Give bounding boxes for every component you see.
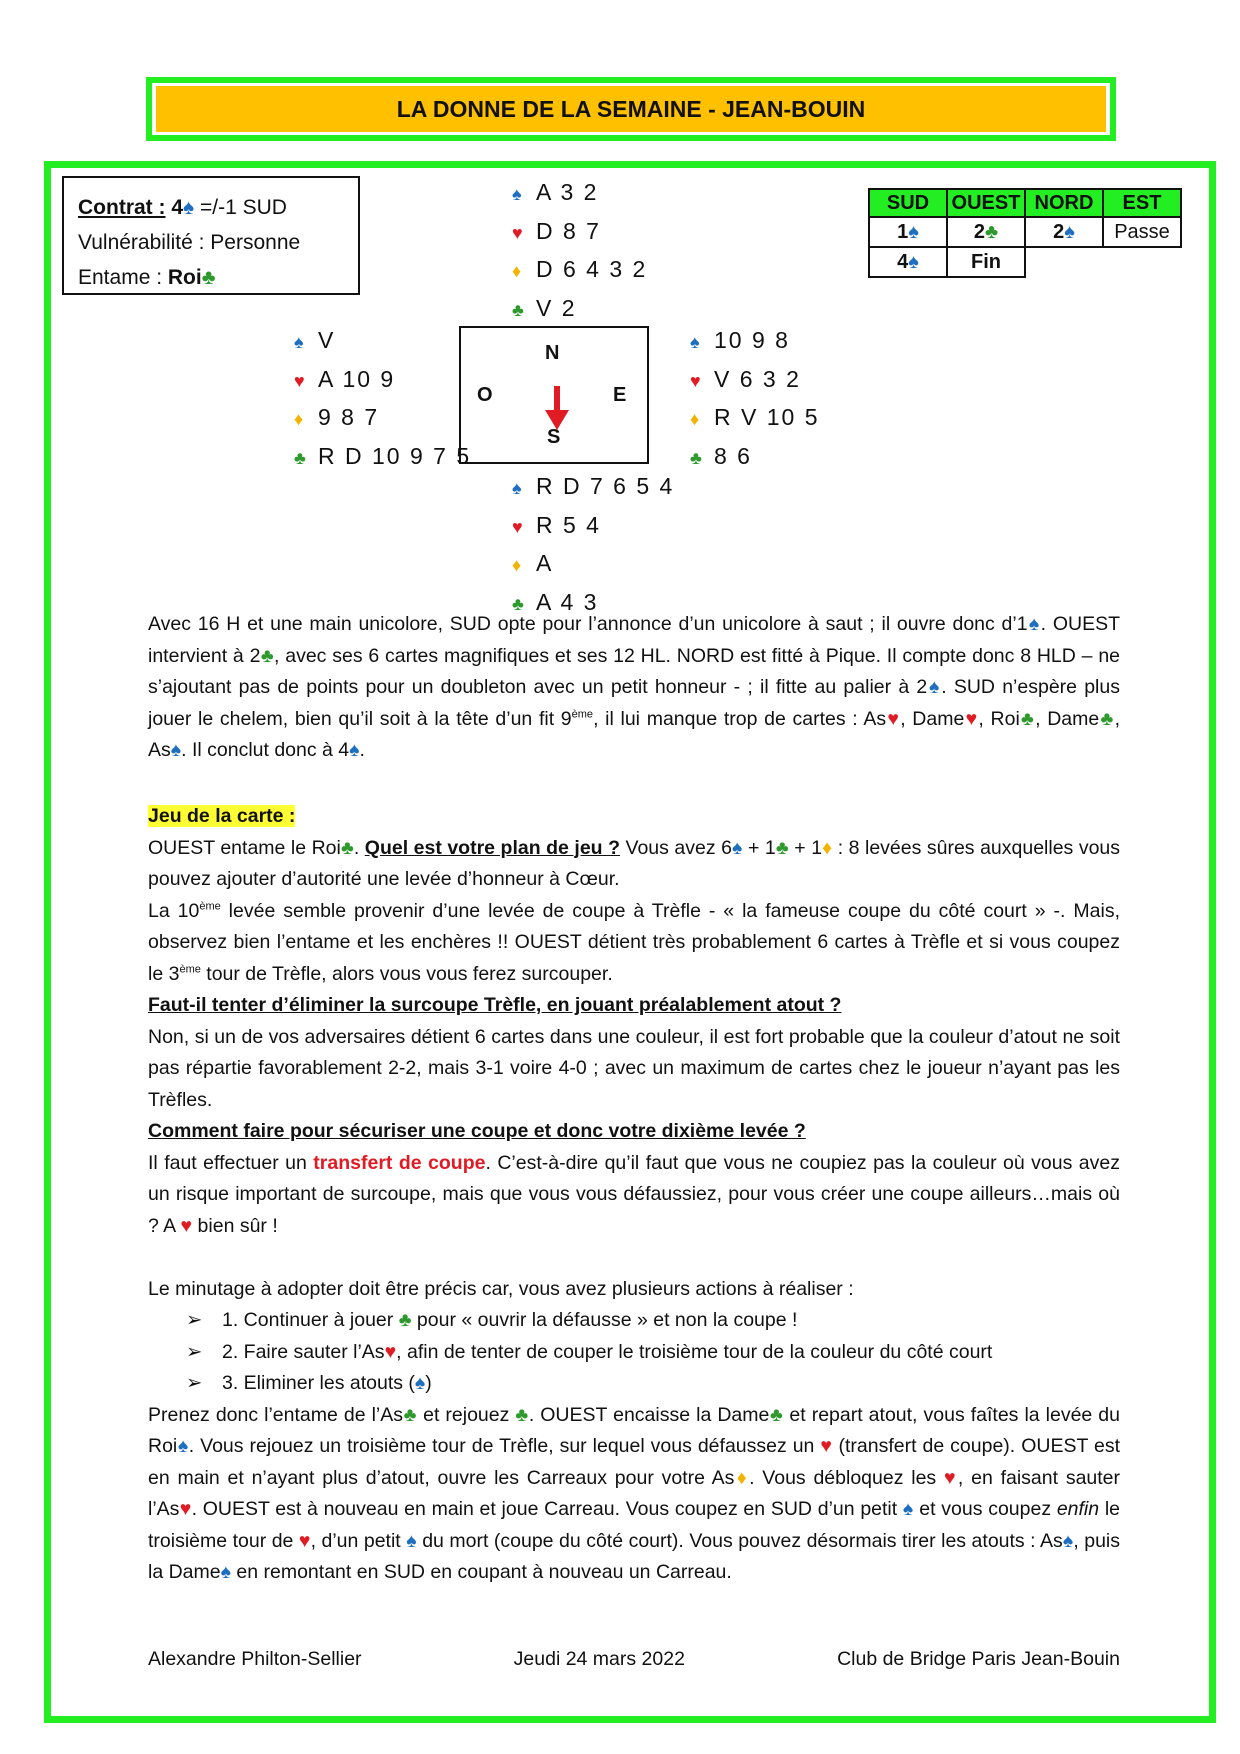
text: 2. Faire sauter l’As xyxy=(222,1340,385,1363)
spade-icon: ♠ xyxy=(183,196,195,219)
heart-icon: ♥ xyxy=(179,1498,192,1520)
superscript: ème xyxy=(571,708,594,720)
section-title xyxy=(148,801,1120,833)
question: Quel est votre plan de jeu ? xyxy=(364,836,620,859)
cards: 9 8 7 xyxy=(318,404,380,430)
vulnerability: Vulnérabilité : Personne xyxy=(78,231,301,254)
diamond-icon: ♦ xyxy=(512,555,522,575)
highlighted-term: transfert de coupe xyxy=(313,1151,486,1174)
footer-date: Jeudi 24 mars 2022 xyxy=(513,1648,685,1670)
cards: 8 6 xyxy=(714,442,752,469)
diamond-icon: ♦ xyxy=(690,409,700,429)
arrow-down-icon xyxy=(545,386,569,430)
superscript: ème xyxy=(179,963,201,975)
hand-row xyxy=(294,322,471,361)
hand-row xyxy=(512,290,647,329)
club-icon: ♣ xyxy=(1099,707,1115,730)
cards: V xyxy=(318,327,336,353)
hand-east xyxy=(690,322,820,476)
lead-label: Entame : xyxy=(78,266,168,289)
club-icon: ♣ xyxy=(690,447,702,468)
heart-icon: ♥ xyxy=(180,1214,193,1237)
text: levée semble provenir d’une levée de coupe à Trèfle - « la fameuse coupe du côté court » -. Mais, observez bien l’entame et les enchères !! OUEST détient très probablement 6 cartes à Trèfle et si vous coupez le 3 xyxy=(148,899,1120,985)
superscript: ème xyxy=(199,900,221,912)
auction-header: OUEST xyxy=(947,189,1025,217)
text: . xyxy=(359,739,365,761)
bid-level: 4 xyxy=(897,250,909,273)
text: . OUEST encaisse la Dame xyxy=(528,1403,770,1426)
auction-bid xyxy=(947,217,1025,247)
text: ) xyxy=(425,1372,432,1394)
text: Il faut effectuer un xyxy=(148,1151,314,1174)
auction-row xyxy=(869,217,1181,247)
list-item xyxy=(186,1305,1120,1337)
paragraph: Le minutage à adopter doit être précis car, vous avez plusieurs actions à réaliser : xyxy=(148,1277,854,1300)
spade-icon: ♠ xyxy=(902,1498,914,1520)
spade-icon: ♠ xyxy=(1064,220,1075,243)
text: Prenez donc l’entame de l’As xyxy=(148,1403,404,1426)
club-icon: ♣ xyxy=(340,836,354,859)
spade-icon: ♠ xyxy=(1027,613,1041,635)
club-icon: ♣ xyxy=(294,447,306,468)
text: , puis la Dame xyxy=(148,1529,1121,1583)
hand-row xyxy=(294,361,471,400)
text: et rejouez xyxy=(417,1403,516,1426)
lead-card: Roi xyxy=(167,266,202,289)
compass-east: E xyxy=(613,384,627,406)
contract-box xyxy=(62,176,360,295)
footer xyxy=(148,1648,1120,1671)
auction-table xyxy=(868,188,1182,278)
spade-icon: ♠ xyxy=(414,1372,426,1394)
contract-level: 4 xyxy=(171,196,184,219)
bid-level: 1 xyxy=(897,220,909,243)
hand-row xyxy=(294,399,471,438)
text: , Roi xyxy=(978,707,1020,730)
emphasis: enfin xyxy=(1056,1498,1100,1520)
text: , d’un petit xyxy=(310,1529,407,1552)
club-icon: ♣ xyxy=(985,220,999,243)
text: . C’est-à-dire qu’il faut que vous ne coupiez pas la couleur où vous avez un risque important de surcoupe, mais que vous vous défaussiez, pour vous créer une coupe ailleurs…mais où ? A xyxy=(148,1151,1120,1237)
text: 3. Eliminer les atouts ( xyxy=(222,1372,415,1394)
hand-north xyxy=(512,174,647,328)
heart-icon: ♥ xyxy=(820,1435,833,1457)
contract-result: =/-1 SUD xyxy=(200,196,287,219)
compass-south: S xyxy=(547,426,561,448)
club-icon: ♣ xyxy=(201,266,216,289)
contract-line xyxy=(78,190,344,225)
auction-bid xyxy=(869,217,947,247)
text: : 8 levées sûres auxquelles vous pouvez ajouter d’autorité une levée d’honneur à Cœur. xyxy=(148,836,1121,890)
cards: 10 9 8 xyxy=(714,327,790,353)
paragraph xyxy=(148,896,1120,991)
cards: A 4 3 xyxy=(536,588,599,615)
auction-header: NORD xyxy=(1025,189,1103,217)
spade-icon: ♠ xyxy=(177,1435,189,1457)
club-icon: ♣ xyxy=(1019,707,1036,730)
cards: V 6 3 2 xyxy=(714,365,801,392)
text: . Vous rejouez un troisième tour de Trèfle, sur lequel vous défaussez un xyxy=(188,1435,821,1457)
bid-level: 2 xyxy=(1053,220,1065,243)
auction-row xyxy=(869,247,1181,277)
footer-club: Club de Bridge Paris Jean-Bouin xyxy=(837,1648,1120,1670)
spade-icon: ♠ xyxy=(170,739,182,761)
compass-north: N xyxy=(545,342,560,364)
spade-icon: ♠ xyxy=(1062,1529,1074,1552)
compass-west: O xyxy=(477,384,493,406)
page-title-text: LA DONNE DE LA SEMAINE - JEAN-BOUIN xyxy=(396,95,866,122)
club-icon: ♣ xyxy=(769,1403,784,1426)
diamond-icon: ♦ xyxy=(294,409,304,429)
cards: R D 10 9 7 5 xyxy=(318,442,472,469)
text: + 1 xyxy=(742,836,776,859)
club-icon: ♣ xyxy=(260,644,275,667)
lead-line xyxy=(78,260,344,295)
hand-row xyxy=(512,213,647,252)
hand-row xyxy=(512,174,647,213)
hand-west xyxy=(294,322,471,476)
text: , en faisant sauter l’As xyxy=(148,1466,1121,1520)
text: . OUEST est à nouveau en main et joue Carreau. Vous coupez en SUD d’un petit xyxy=(191,1498,903,1520)
paragraph xyxy=(148,1400,1120,1589)
auction-empty-cell xyxy=(1025,247,1103,277)
heart-icon: ♥ xyxy=(690,370,701,391)
text: . OUEST intervient à 2 xyxy=(148,613,1121,667)
text: , Dame xyxy=(1035,707,1100,730)
club-icon: ♣ xyxy=(512,299,524,320)
spade-icon: ♠ xyxy=(512,184,522,204)
text: . Vous débloquez les xyxy=(749,1466,944,1489)
heart-icon: ♥ xyxy=(298,1529,311,1552)
auction-header: SUD xyxy=(869,189,947,217)
heart-icon: ♥ xyxy=(886,707,901,730)
spade-icon: ♠ xyxy=(690,332,700,352)
list-item xyxy=(186,1337,1120,1369)
heart-icon: ♥ xyxy=(943,1466,958,1489)
text: , As xyxy=(148,707,1120,761)
text: , Dame xyxy=(900,707,965,730)
page-title xyxy=(156,86,1106,132)
text: et repart atout, vous faîtes la levée du Roi xyxy=(148,1403,1121,1457)
heart-icon: ♥ xyxy=(512,516,523,537)
auction-header: EST xyxy=(1103,189,1181,217)
club-icon: ♣ xyxy=(515,1403,529,1426)
club-icon: ♣ xyxy=(398,1309,412,1331)
hand-row xyxy=(690,438,820,477)
text: bien sûr ! xyxy=(192,1214,278,1237)
text: (transfert de coupe). OUEST est en main et n’ayant plus d’atout, ouvre les Carreaux pour votre As xyxy=(148,1435,1121,1489)
hand-row xyxy=(512,545,674,584)
cards: A 10 9 xyxy=(318,365,396,392)
cards: R D 7 6 5 4 xyxy=(536,473,675,499)
section-title-text: Jeu de la carte : xyxy=(148,805,296,827)
diamond-icon: ♦ xyxy=(734,1466,750,1489)
diamond-icon: ♦ xyxy=(822,836,833,859)
club-icon: ♣ xyxy=(512,593,524,614)
text: et vous coupez xyxy=(913,1498,1057,1520)
auction-bid: Fin xyxy=(947,247,1025,277)
text: , il lui manque trop de cartes : As xyxy=(593,707,887,730)
text: le troisième tour de xyxy=(148,1498,1121,1552)
spade-icon: ♠ xyxy=(927,676,942,698)
club-icon: ♣ xyxy=(403,1403,418,1426)
compass xyxy=(459,326,649,464)
spade-icon: ♠ xyxy=(349,739,360,761)
spade-icon: ♠ xyxy=(512,478,522,498)
auction-bid: Passe xyxy=(1103,217,1181,247)
text: Vous avez 6 xyxy=(620,836,732,859)
auction-bid xyxy=(869,247,947,277)
text: , avec ses 6 cartes magnifiques et ses 12 HL. NORD est fitté à Pique. Il compte donc 8 HLD – ne s’ajoutant pas de points pour un doubleton avec un petit honneur - ; il fitte au palier à 2 xyxy=(148,644,1121,698)
auction-empty-cell xyxy=(1103,247,1181,277)
text: + 1 xyxy=(788,836,823,859)
spacer xyxy=(148,1242,1120,1274)
cards: R 5 4 xyxy=(536,511,601,538)
heart-icon: ♥ xyxy=(964,707,979,730)
text: La 10 xyxy=(148,899,200,922)
spade-icon: ♠ xyxy=(908,250,919,273)
contract-label: Contrat : xyxy=(78,196,166,219)
spade-icon: ♠ xyxy=(294,332,304,352)
spade-icon: ♠ xyxy=(220,1561,231,1583)
heart-icon: ♥ xyxy=(294,370,305,391)
spade-icon: ♠ xyxy=(908,220,919,243)
hand-south xyxy=(512,468,674,622)
hand-row xyxy=(512,468,674,507)
text: Avec 16 H et une main unicolore, SUD opte pour l’annonce d’un unicolore à saut ; il ouvre donc d’1 xyxy=(148,613,1028,635)
heart-icon: ♥ xyxy=(512,222,523,243)
hand-row xyxy=(512,507,674,546)
paragraph: Non, si un de vos adversaires détient 6 cartes dans une couleur, il est fort probable que la couleur d’atout ne soit pas répartie favorablement 2-2, mais 3-1 voire 4-0 ; avec un maximum de cartes chez le joueur n’ayant pas les Trèfles. xyxy=(148,1025,1120,1111)
text: . SUD n’espère plus jouer le chelem, bien qu’il soit à la tête d’un fit 9 xyxy=(148,676,1120,730)
hand-row xyxy=(690,361,820,400)
hand-row xyxy=(690,399,820,438)
footer-author: Alexandre Philton-Sellier xyxy=(148,1648,362,1670)
text: du mort (coupe du côté court). Vous pouvez désormais tirer les atouts : As xyxy=(416,1529,1063,1552)
auction-bid xyxy=(1025,217,1103,247)
cards: V 2 xyxy=(536,294,577,321)
steps-list xyxy=(148,1305,1120,1400)
play-section xyxy=(148,801,1120,1589)
cards: D 6 4 3 2 xyxy=(536,256,648,282)
club-icon: ♣ xyxy=(775,836,789,859)
hand-row xyxy=(690,322,820,361)
question: Faut-il tenter d’éliminer la surcoupe Trèfle, en jouant préalablement atout ? xyxy=(148,994,842,1016)
hand-row xyxy=(294,438,471,477)
spade-icon: ♠ xyxy=(731,836,743,859)
intro-paragraph xyxy=(148,609,1120,767)
paragraph xyxy=(148,833,1120,896)
text: tour de Trèfle, alors vous vous ferez surcouper. xyxy=(200,962,613,985)
cards: D 8 7 xyxy=(536,217,601,244)
paragraph xyxy=(148,1148,1120,1243)
auction-header-row xyxy=(869,189,1181,217)
cards: A xyxy=(536,550,554,576)
text: . Il conclut donc à 4 xyxy=(181,739,350,761)
hand-row xyxy=(512,251,647,290)
diamond-icon: ♦ xyxy=(512,261,522,281)
text: en remontant en SUD en coupant à nouveau un Carreau. xyxy=(230,1561,732,1583)
bid-level: 2 xyxy=(973,220,985,243)
text: . xyxy=(353,836,365,859)
text: , afin de tenter de couper le troisième tour de la couleur du côté court xyxy=(396,1340,993,1363)
text: 1. Continuer à jouer xyxy=(222,1309,399,1331)
text: pour « ouvrir la défausse » et non la coupe ! xyxy=(411,1309,798,1331)
cards: A 3 2 xyxy=(536,179,599,205)
spade-icon: ♠ xyxy=(406,1529,417,1552)
heart-icon: ♥ xyxy=(384,1340,397,1363)
text: OUEST entame le Roi xyxy=(148,836,341,859)
cards: R V 10 5 xyxy=(714,404,820,430)
question: Comment faire pour sécuriser une coupe et donc votre dixième levée ? xyxy=(148,1120,806,1142)
list-item xyxy=(186,1368,1120,1400)
